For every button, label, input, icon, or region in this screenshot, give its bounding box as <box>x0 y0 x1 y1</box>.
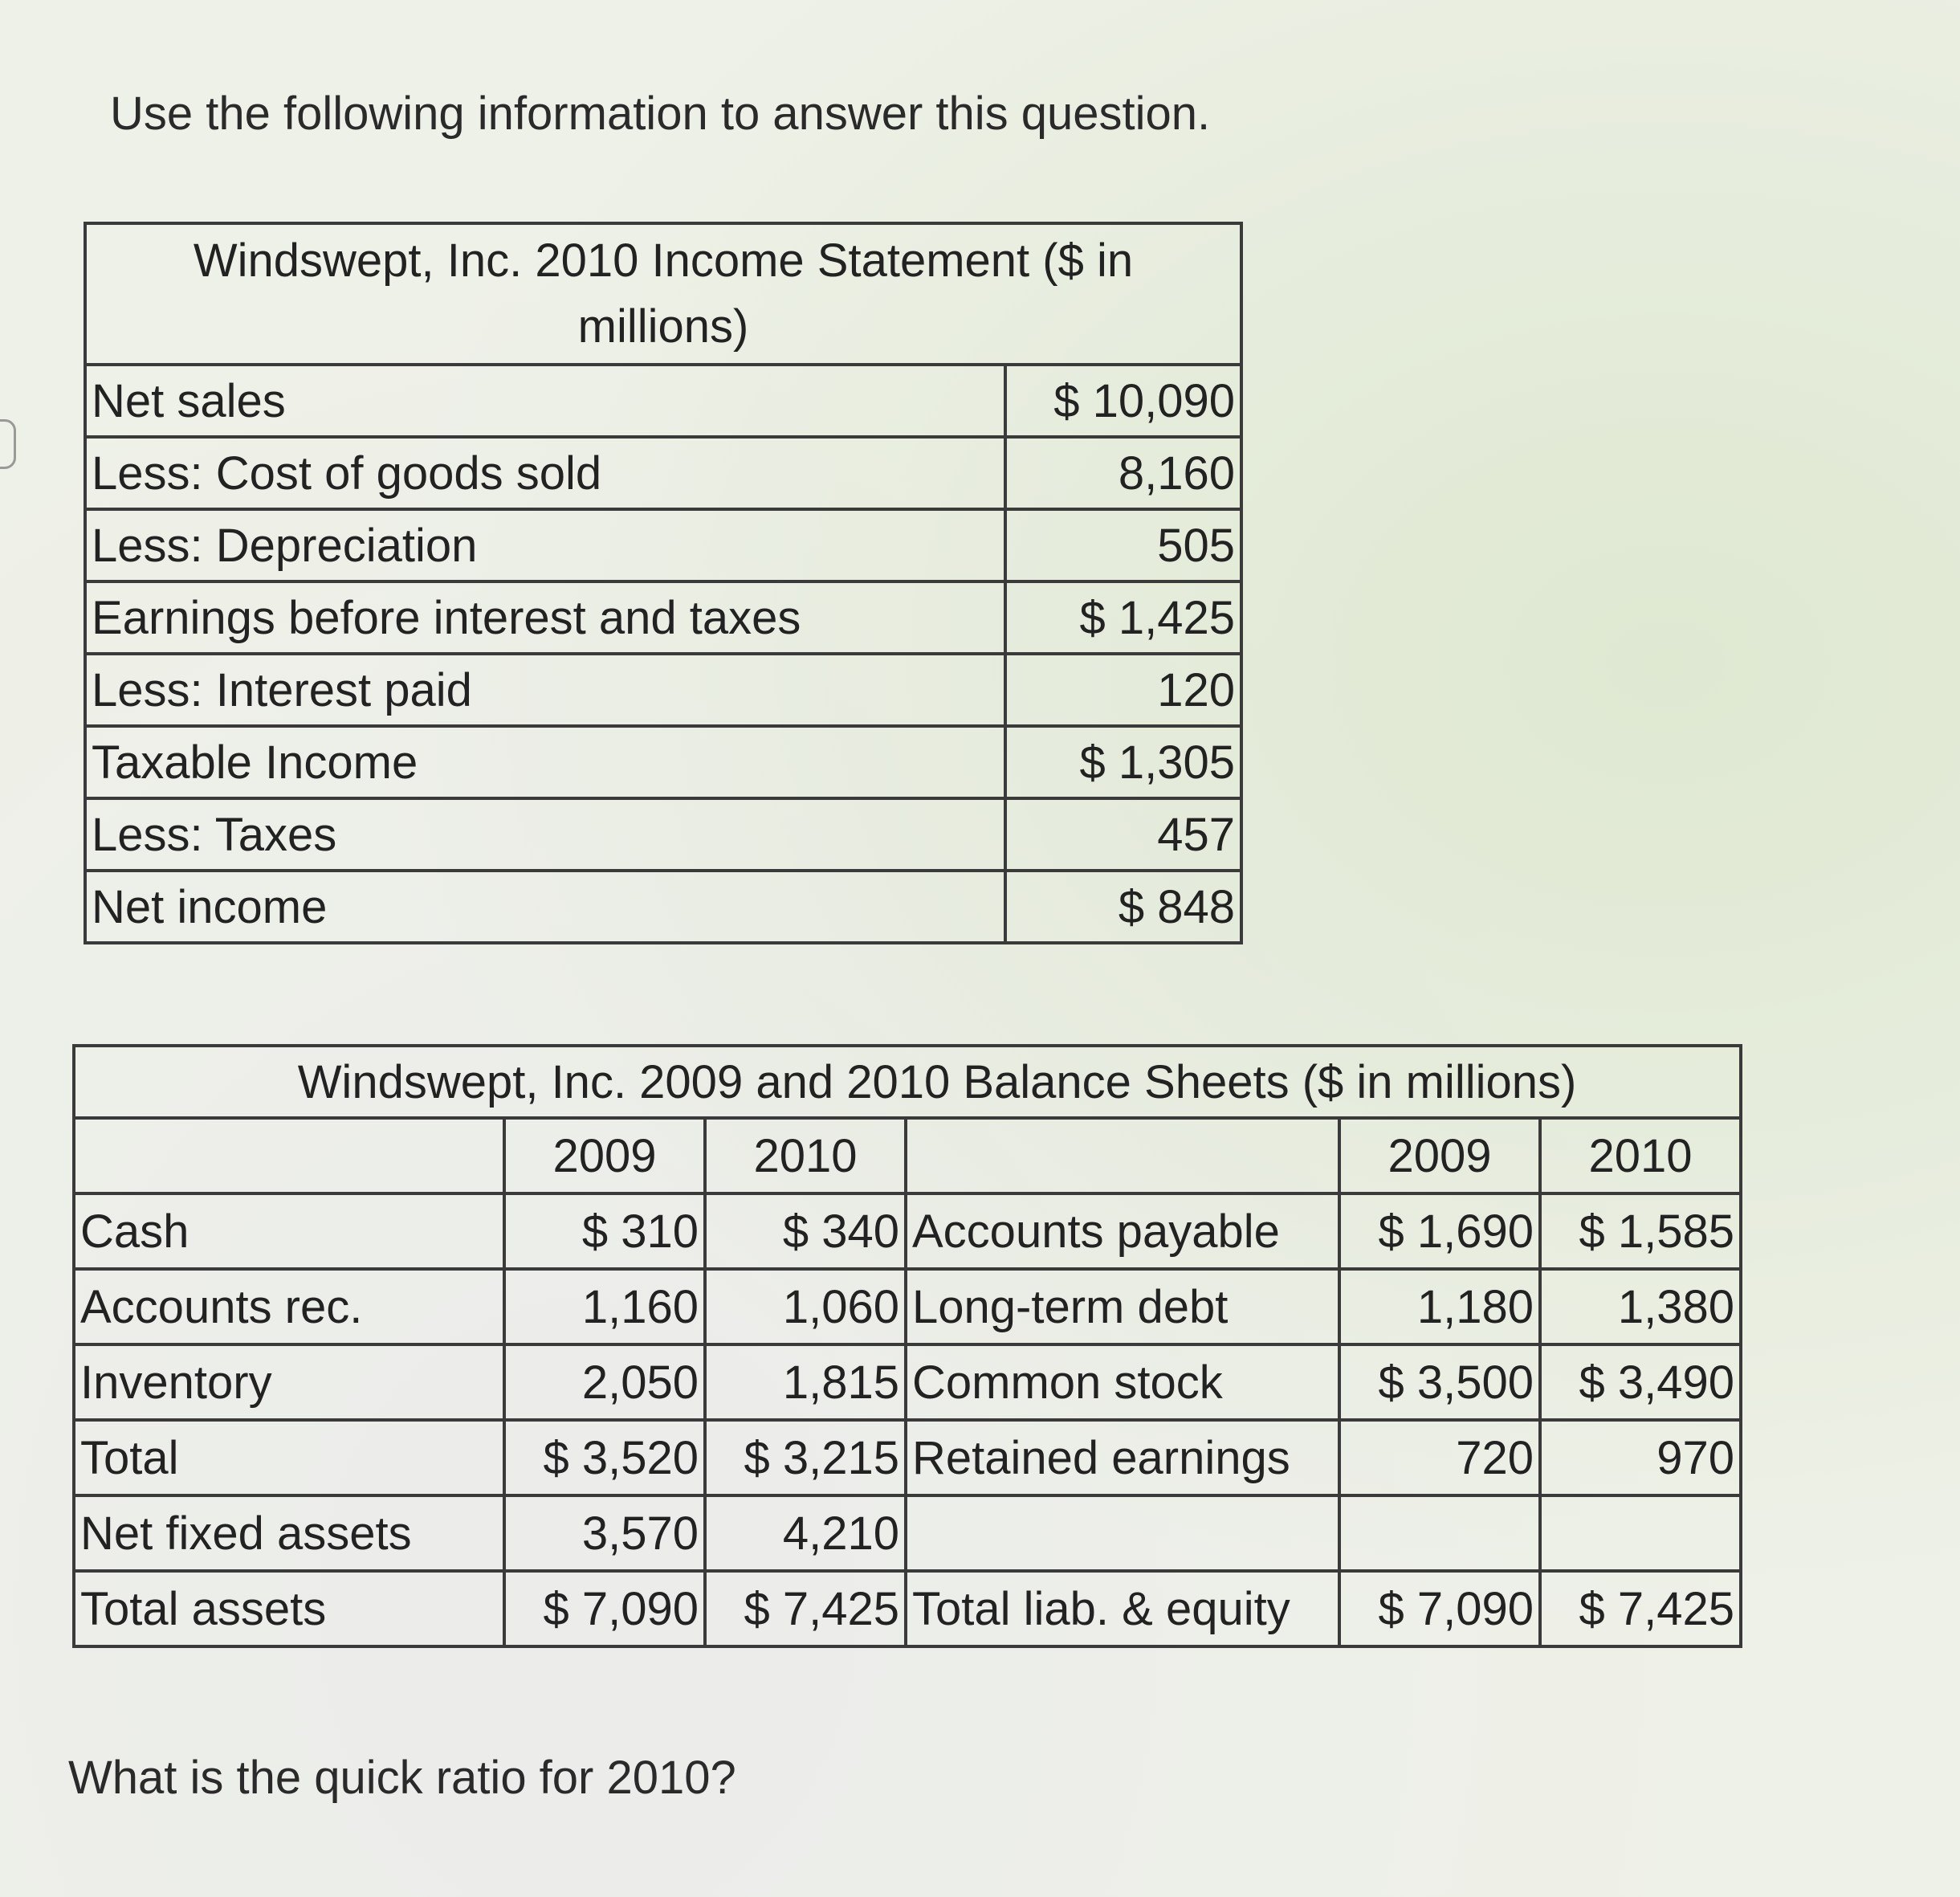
header-liabilities-2009: 2009 <box>1339 1118 1540 1193</box>
asset-value-2009: 1,160 <box>504 1269 705 1344</box>
liability-label: Common stock <box>906 1344 1339 1420</box>
asset-label: Total assets <box>74 1571 504 1646</box>
balance-sheet-title: Windswept, Inc. 2009 and 2010 Balance Sheets ($ in millions) <box>74 1046 1741 1118</box>
liability-value-2010: $ 1,585 <box>1540 1193 1741 1269</box>
income-row-label: Net income <box>85 871 1005 943</box>
liability-value-2010: 1,380 <box>1540 1269 1741 1344</box>
income-row-interest <box>85 654 1241 726</box>
header-liabilities-2010: 2010 <box>1540 1118 1741 1193</box>
balance-row <box>74 1193 1741 1269</box>
liability-label: Accounts payable <box>906 1193 1339 1269</box>
balance-sheet-header-row <box>74 1118 1741 1193</box>
liability-value-2010 <box>1540 1495 1741 1571</box>
income-row-taxable-income <box>85 726 1241 798</box>
liability-value-2009: 1,180 <box>1339 1269 1540 1344</box>
balance-row-totals <box>74 1571 1741 1646</box>
asset-label: Inventory <box>74 1344 504 1420</box>
asset-value-2009: 2,050 <box>504 1344 705 1420</box>
asset-value-2010: $ 3,215 <box>705 1420 906 1495</box>
income-row-label: Earnings before interest and taxes <box>85 581 1005 654</box>
asset-value-2009: $ 3,520 <box>504 1420 705 1495</box>
income-row-label: Taxable Income <box>85 726 1005 798</box>
asset-value-2010: 4,210 <box>705 1495 906 1571</box>
liability-value-2009: $ 3,500 <box>1339 1344 1540 1420</box>
income-row-label: Less: Depreciation <box>85 509 1005 581</box>
income-row-net-sales <box>85 365 1241 437</box>
balance-sheet-title-row <box>74 1046 1741 1118</box>
income-row-label: Net sales <box>85 365 1005 437</box>
income-row-value: $ 1,425 <box>1005 581 1241 654</box>
income-row-taxes <box>85 798 1241 871</box>
income-row-cogs <box>85 437 1241 509</box>
income-row-label: Less: Cost of goods sold <box>85 437 1005 509</box>
asset-label: Net fixed assets <box>74 1495 504 1571</box>
balance-row <box>74 1344 1741 1420</box>
income-row-value: 8,160 <box>1005 437 1241 509</box>
asset-value-2010: $ 7,425 <box>705 1571 906 1646</box>
liability-value-2009 <box>1339 1495 1540 1571</box>
header-blank-cell <box>906 1118 1339 1193</box>
income-row-value: $ 10,090 <box>1005 365 1241 437</box>
liability-label: Long-term debt <box>906 1269 1339 1344</box>
liability-value-2009: 720 <box>1339 1420 1540 1495</box>
header-assets-2009: 2009 <box>504 1118 705 1193</box>
asset-value-2009: 3,570 <box>504 1495 705 1571</box>
asset-label: Cash <box>74 1193 504 1269</box>
income-row-depreciation <box>85 509 1241 581</box>
income-row-value: $ 848 <box>1005 871 1241 943</box>
balance-sheet-table <box>72 1044 1742 1648</box>
header-assets-2010: 2010 <box>705 1118 906 1193</box>
income-row-label: Less: Taxes <box>85 798 1005 871</box>
liability-label: Retained earnings <box>906 1420 1339 1495</box>
income-statement-title: Windswept, Inc. 2010 Income Statement ($ in millions) <box>85 223 1241 365</box>
income-row-ebit <box>85 581 1241 654</box>
balance-row <box>74 1269 1741 1344</box>
asset-value-2009: $ 7,090 <box>504 1571 705 1646</box>
liability-value-2010: $ 7,425 <box>1540 1571 1741 1646</box>
liability-label: Total liab. & equity <box>906 1571 1339 1646</box>
asset-label: Total <box>74 1420 504 1495</box>
liability-value-2010: 970 <box>1540 1420 1741 1495</box>
income-row-label: Less: Interest paid <box>85 654 1005 726</box>
liability-label <box>906 1495 1339 1571</box>
question-intro: Use the following information to answer this question. <box>110 88 1211 140</box>
asset-label: Accounts rec. <box>74 1269 504 1344</box>
income-statement-title-row <box>85 223 1241 365</box>
balance-row <box>74 1495 1741 1571</box>
income-row-value: 505 <box>1005 509 1241 581</box>
income-row-value: 120 <box>1005 654 1241 726</box>
income-row-value: $ 1,305 <box>1005 726 1241 798</box>
income-statement-table <box>84 222 1243 944</box>
header-blank-cell <box>74 1118 504 1193</box>
balance-row <box>74 1420 1741 1495</box>
income-row-value: 457 <box>1005 798 1241 871</box>
liability-value-2009: $ 7,090 <box>1339 1571 1540 1646</box>
liability-value-2009: $ 1,690 <box>1339 1193 1540 1269</box>
asset-value-2010: $ 340 <box>705 1193 906 1269</box>
page-edge-handle <box>0 419 16 469</box>
asset-value-2010: 1,815 <box>705 1344 906 1420</box>
liability-value-2010: $ 3,490 <box>1540 1344 1741 1420</box>
income-row-net-income <box>85 871 1241 943</box>
question-text: What is the quick ratio for 2010? <box>68 1752 736 1804</box>
asset-value-2009: $ 310 <box>504 1193 705 1269</box>
asset-value-2010: 1,060 <box>705 1269 906 1344</box>
